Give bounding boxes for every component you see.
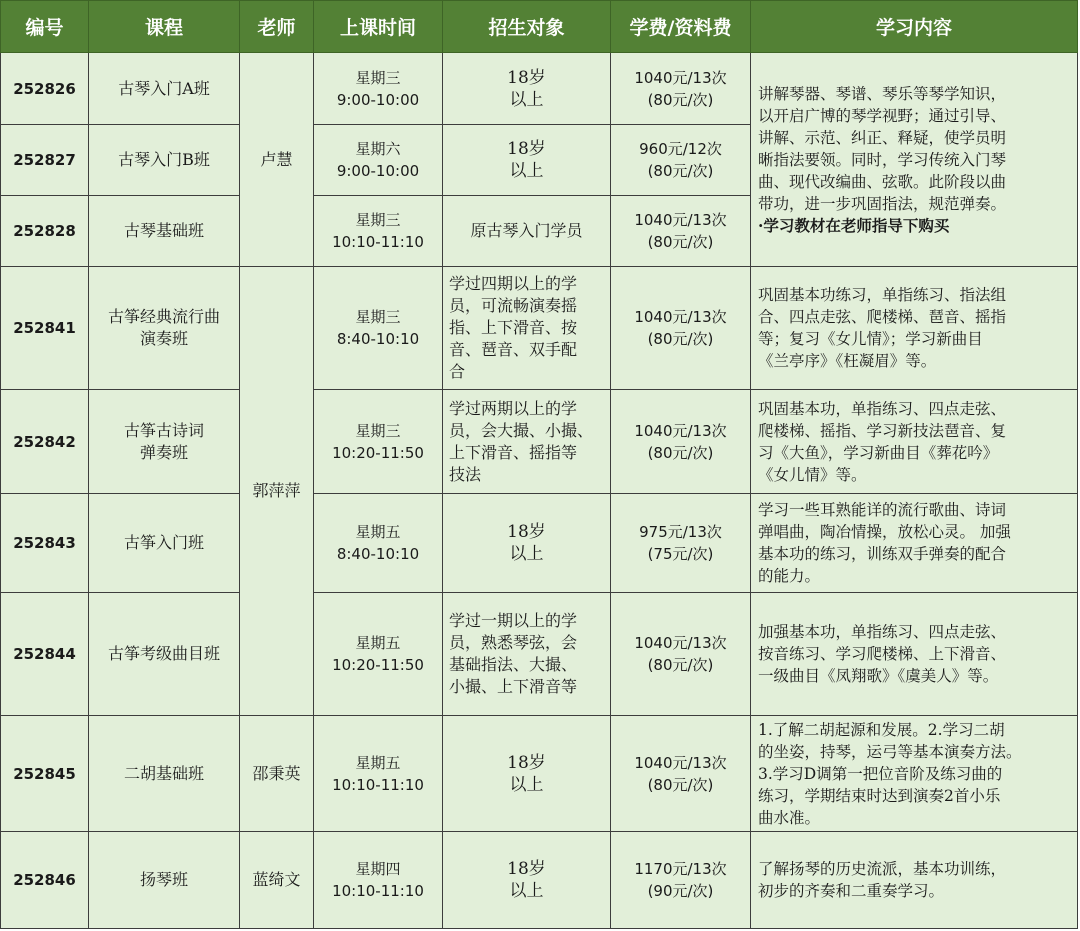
- fee-cell: [611, 390, 751, 494]
- course-name: [89, 390, 240, 494]
- class-day: 星期五: [355, 753, 401, 772]
- content-line: 曲、现代改编曲、弦歌。此阶段以曲: [758, 172, 1007, 191]
- header-time: 上课时间: [314, 1, 443, 53]
- course-name: [89, 593, 240, 716]
- content-line: 合、四点走弦、爬楼梯、琶音、摇指: [758, 308, 1007, 326]
- content-line: 按音练习、学习爬楼梯、上下滑音、: [758, 645, 1007, 663]
- course-name: [89, 716, 240, 832]
- course-name-line: 扬琴班: [139, 870, 188, 889]
- class-day: 星期四: [355, 860, 401, 878]
- tuition-fee: 960元/12次: [639, 140, 722, 158]
- study-content: [751, 716, 1078, 832]
- material-fee: (80元/次): [647, 443, 714, 462]
- content-line: 曲水准。: [758, 808, 821, 827]
- content-line: 3.学习D调第一把位音阶及练习曲的: [758, 764, 1003, 783]
- course-name: [89, 53, 240, 125]
- course-id: 252843: [1, 494, 89, 593]
- tuition-fee: 1170元/13次: [634, 860, 727, 878]
- header-id: 编号: [1, 1, 89, 53]
- header-content: 学习内容: [751, 1, 1078, 53]
- material-fee: (80元/次): [647, 330, 714, 348]
- enroll-target: [443, 267, 611, 390]
- class-time: [314, 593, 443, 716]
- target-line: 原古琴入门学员: [470, 221, 583, 240]
- course-name-line: 古筝经典流行曲: [107, 307, 220, 326]
- fee-cell: [611, 716, 751, 832]
- material-fee: (75元/次): [647, 545, 714, 563]
- content-line: 以开启广博的琴学视野；通过引导、: [758, 106, 1007, 125]
- course-id: 252826: [1, 53, 89, 125]
- table-row: [1, 53, 1078, 125]
- teacher-name: 蓝绮文: [240, 832, 314, 929]
- material-fee: (80元/次): [647, 775, 714, 794]
- content-line: 讲解、示范、纠正、释疑，使学员明: [758, 128, 1007, 147]
- target-line: 员，会大撮、小撮、: [449, 420, 594, 440]
- teacher-name: 郭萍萍: [240, 267, 314, 716]
- target-line: 员，可流畅演奏摇: [449, 296, 578, 315]
- fee-cell: [611, 53, 751, 125]
- target-line: 上下滑音、摇指等: [449, 442, 578, 462]
- class-hours: 10:10-11:10: [332, 775, 424, 794]
- content-line: 晰指法要领。同时，学习传统入门琴: [758, 150, 1007, 169]
- course-name: [89, 196, 240, 267]
- study-content: [751, 53, 1078, 267]
- content-line: 等；复习《女儿情》；学习新曲目: [758, 330, 983, 348]
- enroll-target: [443, 390, 611, 494]
- target-line: 以上: [509, 544, 544, 564]
- class-day: 星期五: [355, 523, 401, 541]
- table-row: [1, 267, 1078, 390]
- course-name-line: 古筝考级曲目班: [107, 644, 220, 663]
- class-hours: 8:40-10:10: [336, 330, 420, 348]
- class-time: [314, 494, 443, 593]
- header-target: 招生对象: [443, 1, 611, 53]
- class-hours: 8:40-10:10: [336, 545, 420, 563]
- study-content: [751, 593, 1078, 716]
- class-day: 星期五: [355, 634, 401, 652]
- target-line: 18岁: [507, 67, 546, 88]
- content-line: 带功，进一步巩固指法，规范弹奏。: [758, 194, 1007, 213]
- class-hours: 10:10-11:10: [332, 882, 424, 900]
- study-content: [751, 390, 1078, 494]
- class-day: 星期三: [355, 211, 401, 229]
- content-line: 习《大鱼》，学习新曲目《葬花吟》: [758, 443, 999, 462]
- tuition-fee: 1040元/13次: [634, 421, 727, 440]
- fee-cell: [611, 125, 751, 196]
- course-name-line: 演奏班: [139, 329, 188, 348]
- course-id: 252827: [1, 125, 89, 196]
- content-line: 加强基本功，单指练习、四点走弦、: [758, 623, 1007, 641]
- content-line: 弹唱曲，陶冶情操，放松心灵。 加强: [758, 523, 1011, 541]
- course-name-line: 古琴基础班: [123, 221, 204, 240]
- material-fee: (80元/次): [647, 656, 714, 674]
- class-time: [314, 832, 443, 929]
- tuition-fee: 1040元/13次: [634, 211, 727, 229]
- material-fee: (80元/次): [647, 162, 714, 180]
- target-line: 以上: [509, 881, 544, 901]
- course-name-line: 古琴入门B班: [118, 150, 210, 169]
- course-id: 252844: [1, 593, 89, 716]
- content-line: 1.了解二胡起源和发展。2.学习二胡: [758, 720, 1005, 739]
- content-line: 讲解琴器、琴谱、琴乐等琴学知识，: [758, 84, 1007, 103]
- table-row: [1, 494, 1078, 593]
- fee-cell: [611, 494, 751, 593]
- course-name: [89, 125, 240, 196]
- target-line: 18岁: [507, 139, 546, 159]
- target-line: 18岁: [507, 859, 546, 879]
- enroll-target: [443, 196, 611, 267]
- target-line: 学过两期以上的学: [449, 398, 578, 418]
- class-time: [314, 267, 443, 390]
- class-time: [314, 390, 443, 494]
- class-hours: 10:10-11:10: [332, 233, 424, 251]
- class-hours: 10:20-11:50: [332, 443, 424, 462]
- target-line: 以上: [509, 89, 544, 110]
- target-line: 员，熟悉琴弦，会: [449, 633, 578, 652]
- class-day: 星期三: [355, 421, 401, 440]
- tuition-fee: 1040元/13次: [634, 68, 727, 87]
- target-line: 音、琶音、双手配: [449, 340, 578, 359]
- content-line: 《兰亭序》《枉凝眉》等。: [758, 352, 937, 370]
- class-time: [314, 196, 443, 267]
- class-hours: 10:20-11:50: [332, 656, 424, 674]
- class-time: [314, 125, 443, 196]
- tuition-fee: 1040元/13次: [634, 634, 727, 652]
- target-line: 小撮、上下滑音等: [449, 677, 578, 696]
- course-name: [89, 267, 240, 390]
- target-line: 指、上下滑音、按: [449, 318, 578, 337]
- fee-cell: [611, 593, 751, 716]
- content-line: 学习一些耳熟能详的流行歌曲、诗词: [758, 501, 1007, 519]
- study-content: [751, 832, 1078, 929]
- class-day: 星期三: [355, 68, 401, 87]
- content-line: 巩固基本功，单指练习、四点走弦、: [758, 399, 1007, 418]
- class-hours: 9:00-10:00: [336, 162, 420, 180]
- class-day: 星期三: [355, 308, 401, 326]
- study-content: [751, 267, 1078, 390]
- course-name-line: 古筝入门班: [123, 533, 204, 552]
- enroll-target: [443, 125, 611, 196]
- content-line: 爬楼梯、摇指、学习新技法琶音、复: [758, 421, 1007, 440]
- course-id: 252846: [1, 832, 89, 929]
- target-line: 学过一期以上的学: [449, 611, 578, 630]
- course-id: 252828: [1, 196, 89, 267]
- teacher-name: 邵秉英: [240, 716, 314, 832]
- target-line: 合: [449, 362, 466, 381]
- table-row: [1, 390, 1078, 494]
- material-fee: (80元/次): [647, 233, 714, 251]
- content-line: 巩固基本功练习，单指练习、指法组: [758, 286, 1007, 304]
- content-line: 的坐姿，持琴，运弓等基本演奏方法。: [758, 742, 1022, 761]
- tuition-fee: 1040元/13次: [634, 753, 727, 772]
- enroll-target: [443, 593, 611, 716]
- table-row: [1, 593, 1078, 716]
- class-time: [314, 53, 443, 125]
- target-line: 基础指法、大撮、: [449, 655, 578, 674]
- enroll-target: [443, 494, 611, 593]
- fee-cell: [611, 196, 751, 267]
- target-line: 以上: [509, 161, 544, 181]
- fee-cell: [611, 832, 751, 929]
- course-id: 252842: [1, 390, 89, 494]
- header-course: 课程: [89, 1, 240, 53]
- teacher-name: 卢慧: [240, 53, 314, 267]
- course-name: [89, 832, 240, 929]
- content-line: 了解扬琴的历史流派，基本功训练，: [758, 860, 1007, 878]
- fee-cell: [611, 267, 751, 390]
- enroll-target: [443, 832, 611, 929]
- course-name-line: 弹奏班: [139, 442, 188, 462]
- class-hours: 9:00-10:00: [336, 90, 420, 109]
- tuition-fee: 1040元/13次: [634, 308, 727, 326]
- class-day: 星期六: [355, 140, 401, 158]
- header-row: [1, 1, 1078, 53]
- header-fee: 学费/资料费: [611, 1, 751, 53]
- course-name: [89, 494, 240, 593]
- content-line: 一级曲目《凤翔歌》《虞美人》等。: [758, 667, 999, 685]
- table-row: [1, 832, 1078, 929]
- course-name-line: 二胡基础班: [123, 763, 204, 783]
- course-name-line: 古筝古诗词: [123, 420, 204, 440]
- content-line: 基本功的练习，训练双手弹奏的配合: [758, 545, 1007, 563]
- enroll-target: [443, 716, 611, 832]
- target-line: 以上: [509, 774, 544, 795]
- material-fee: (90元/次): [647, 882, 714, 900]
- target-line: 18岁: [507, 522, 546, 542]
- header-teacher: 老师: [240, 1, 314, 53]
- material-fee: (80元/次): [647, 90, 714, 109]
- target-line: 技法: [449, 464, 482, 484]
- textbook-note: ·学习教材在老师指导下购买: [758, 215, 950, 235]
- content-line: 初步的齐奏和二重奏学习。: [758, 882, 945, 900]
- target-line: 学过四期以上的学: [449, 274, 578, 293]
- content-line: 的能力。: [758, 567, 821, 585]
- course-id: 252845: [1, 716, 89, 832]
- table-row: [1, 716, 1078, 832]
- content-line: 练习，学期结束时达到演奏2首小乐: [758, 786, 1001, 805]
- class-time: [314, 716, 443, 832]
- study-content: [751, 494, 1078, 593]
- target-line: 18岁: [507, 752, 546, 773]
- content-line: 《女儿情》等。: [758, 465, 867, 484]
- tuition-fee: 975元/13次: [639, 523, 722, 541]
- course-id: 252841: [1, 267, 89, 390]
- course-name-line: 古琴入门A班: [118, 78, 210, 98]
- enroll-target: [443, 53, 611, 125]
